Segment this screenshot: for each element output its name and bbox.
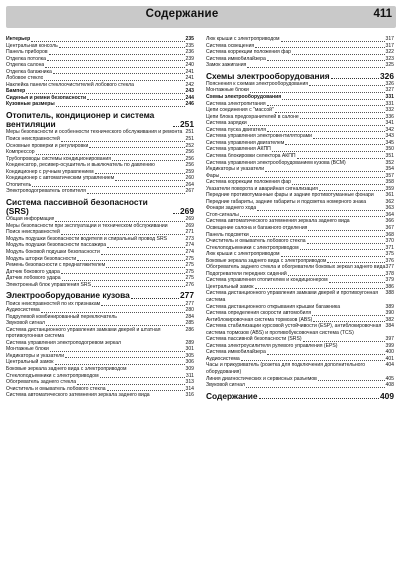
toc-entry-page: 241 (185, 68, 194, 75)
toc-entry-title: Передние противотуманные фары и задние противотуманные фонари (206, 192, 374, 199)
dot-leader (265, 171, 384, 172)
toc-entry-title: Наклейка панели стеклоочистителей лобового стекла (6, 81, 134, 88)
dot-leader (308, 230, 384, 231)
toc-entry-title: Поиск неисправностей (6, 229, 60, 236)
dot-leader (246, 387, 385, 388)
dot-leader (92, 286, 185, 287)
toc-entry-title: Датчик лобового удара (6, 275, 61, 282)
toc-entry-title: Система автоматического затемнения зеркала заднего вида (206, 218, 350, 225)
toc-entry-page: 286 (185, 326, 194, 333)
toc-entry-page: 289 (185, 339, 194, 346)
toc-entry-title: Звуковой сигнал (206, 382, 245, 389)
dot-leader (87, 193, 185, 194)
toc-entry-title: Отопитель, кондиционер и система вентиляции (6, 110, 155, 130)
toc-entry-title: Система пуска двигателя (206, 126, 266, 133)
dot-leader (313, 138, 384, 139)
toc-entry-page: 235 (185, 42, 194, 49)
dot-leader (107, 390, 185, 391)
toc-entry-page: 357 (385, 172, 394, 179)
toc-entry-title: Система дистанционного открывания крышки багажника (206, 303, 341, 310)
toc-entry-title: Схемы электрооборудования (206, 70, 330, 81)
toc-entry-title: Датчик бокового удара (6, 268, 60, 275)
dot-leader (300, 249, 385, 250)
toc-entry-title: Кондиционер с автоматическим управлением (6, 175, 115, 182)
toc-entry-title: Основные проверки и регулировки (6, 142, 89, 149)
toc-section-heading (6, 198, 194, 216)
toc-entry-page: 235 (185, 36, 194, 42)
toc-entry-title: Монтажные блоки (6, 346, 49, 353)
toc-entry-title: Модуль подушки безопасности водителя и спиральный провод SRS (6, 235, 168, 242)
toc-entry-title: Пояснения к схемам электрооборудования (206, 80, 309, 87)
dot-leader (267, 354, 385, 355)
toc-entry-page: 331 (385, 100, 394, 107)
toc-entry-title: Система блокировки селектора АКПП (206, 152, 296, 159)
toc-entry-page: 352 (385, 159, 394, 166)
toc-entry-page: 322 (385, 49, 394, 56)
toc-entry-title: Отопитель (6, 181, 32, 188)
toc-entry-title: Система дистанционного управления замками дверей и штатная противоугонная система (6, 326, 161, 340)
toc-entry-title: Система стабилизации курсовой устойчивости (ESP), антиблокировочная система тормозов (ABS) и противобуксовочная система (TCS) (206, 323, 382, 336)
toc-entry-page: 331 (385, 94, 394, 101)
toc-entry (206, 362, 394, 375)
toc-entry-title: Очиститель и омыватель лобового стекла (206, 238, 306, 245)
dot-leader (46, 325, 185, 326)
toc-entry-title: Боковые зеркала заднего вида с электроприводом (206, 257, 327, 264)
toc-entry-page: 311 (185, 372, 194, 379)
toc-entry-title: Система иммобилайзера (206, 349, 266, 356)
toc-entry-page: 397 (385, 336, 394, 343)
page-title: Содержание (145, 8, 219, 20)
toc-entry-page: 327 (385, 87, 394, 94)
toc-entry-page: 382 (385, 316, 394, 323)
toc-entry-title: Кондиционер с ручным управлением (6, 168, 94, 175)
toc-entry-page: 400 (385, 349, 394, 356)
toc-entry-title: Обогреватель заднего стекла (6, 379, 77, 386)
toc-entry (6, 392, 194, 399)
toc-entry-page: 336 (385, 113, 394, 120)
toc-entry-page: 305 (185, 352, 194, 359)
toc-left-column (6, 36, 194, 399)
dot-leader (318, 380, 385, 381)
toc-entry (6, 101, 194, 108)
toc-entry-page: 316 (185, 392, 194, 399)
toc-entry-page: 361 (385, 192, 394, 199)
dot-leader (101, 254, 185, 255)
dot-leader (327, 262, 384, 263)
toc-entry-page: 236 (185, 49, 194, 56)
dot-leader (173, 213, 179, 214)
toc-entry-page: 241 (185, 75, 194, 82)
dot-leader (32, 186, 184, 187)
toc-entry-page: 239 (185, 55, 194, 62)
toc-entry-title: Общая информация (6, 216, 55, 223)
toc-entry-title: Очиститель и омыватель лобового стекла (6, 385, 106, 392)
toc-entry-page: 377 (385, 264, 394, 271)
toc-entry (206, 323, 394, 336)
toc-entry-page: 267 (185, 188, 194, 195)
dot-leader (272, 151, 385, 152)
toc-entry-title: Система освещения (206, 42, 255, 49)
toc-entry-title: Звуковой сигнал (6, 320, 45, 327)
toc-entry-page: 275 (185, 275, 194, 282)
dot-leader (275, 112, 385, 113)
toc-entry-page: 370 (385, 238, 394, 245)
toc-entry-title: Индикаторы и указатели (6, 352, 65, 359)
dot-leader (240, 216, 385, 217)
dot-leader (312, 315, 384, 316)
toc-entry-title: Отделка багажника (6, 68, 52, 75)
dot-leader (259, 398, 379, 399)
dot-leader (50, 351, 185, 352)
toc-entry-page: 350 (385, 146, 394, 153)
dot-leader (250, 92, 385, 93)
toc-entry (6, 188, 194, 195)
toc-entry-page: 252 (185, 142, 194, 149)
toc-entry-title: Панель приборов (6, 49, 48, 56)
dot-leader (297, 158, 385, 159)
toc-entry-title: Модуль боковой подушки безопасности (6, 249, 100, 256)
toc-entry-page: 404 (385, 362, 394, 369)
toc-entry-page: 364 (385, 211, 394, 218)
toc-entry-title: Система управления АКПП (206, 146, 271, 153)
dot-leader (95, 173, 185, 174)
dot-leader (267, 60, 385, 61)
toc-entry-title: Часы и прикуриватель (розетка для подключения дополнительного оборудования) (206, 362, 366, 375)
toc-entry-page: 351 (385, 152, 394, 159)
toc-entry-page: 317 (385, 42, 394, 49)
toc-entry-page: 301 (185, 346, 194, 353)
toc-entry-page: 280 (185, 307, 194, 314)
dot-leader (47, 60, 185, 61)
dot-leader (257, 210, 384, 211)
toc-entry-page: 379 (385, 277, 394, 284)
dot-leader (285, 144, 384, 145)
toc-entry-title: Цепи соединения с "массой" (206, 107, 274, 114)
toc-entry-page: 313 (185, 379, 194, 386)
toc-entry-title: Система зарядки (206, 120, 247, 127)
toc-entry-page: 390 (385, 310, 394, 317)
toc-entry-page: 256 (185, 155, 194, 162)
toc-entry-page: 269 (185, 216, 194, 223)
toc-entry-page: 342 (385, 126, 394, 133)
toc-entry-title: Сиденья и ремни безопасности (6, 94, 87, 101)
toc-entry-title: Система коррекции положения фар (206, 49, 292, 56)
toc-entry-title: Система иммобилайзера (206, 55, 266, 62)
toc-entry-title: Отделка салона (6, 62, 45, 69)
dot-leader (300, 118, 385, 119)
toc-entry-page: 276 (185, 281, 194, 288)
toc-entry-title: Меры безопасности при эксплуатации и техническом обслуживании (6, 222, 168, 229)
dot-leader (31, 41, 184, 42)
toc-entry-page: 285 (185, 320, 194, 327)
contents-header (6, 6, 396, 28)
dot-leader (247, 67, 384, 68)
toc-entry-page: 386 (385, 283, 394, 290)
toc-entry-page: 408 (385, 382, 394, 389)
toc-entry (6, 327, 194, 340)
toc-entry-page: 384 (385, 323, 394, 330)
toc-entry-page: 275 (185, 268, 194, 275)
dot-leader (131, 298, 179, 299)
dot-leader (44, 80, 184, 81)
toc-entry-page: 389 (385, 303, 394, 310)
toc-entry-page: 240 (185, 62, 194, 69)
dot-leader (41, 312, 185, 313)
toc-entry-title: Освещение салона и багажного отделения (206, 224, 308, 231)
toc-entry-title: Система управления отопителем и кондиционером (206, 277, 328, 284)
toc-entry-page: 401 (385, 355, 394, 362)
toc-section-heading (206, 392, 394, 401)
toc-entry-title: Центральная консоль (6, 42, 58, 49)
dot-leader (292, 184, 384, 185)
toc-entry-page: 399 (385, 342, 394, 349)
toc-entry-title: Панель подсветки (206, 231, 249, 238)
toc-entry-page: 260 (185, 175, 194, 182)
toc-entry-page: 246 (185, 101, 194, 108)
toc-entry (6, 282, 194, 289)
toc-entry-title: Поиск неисправностей по их признакам (6, 300, 101, 307)
toc-entry-page: 326 (385, 80, 394, 87)
dot-leader (107, 247, 184, 248)
toc-entry-title: Трубопроводы системы кондиционирования (6, 155, 111, 162)
dot-leader (319, 190, 385, 191)
toc-entry-page: 269 (180, 206, 194, 217)
toc-entry-page: 306 (185, 359, 194, 366)
toc-entry-page: 314 (185, 385, 194, 392)
toc-entry (206, 382, 394, 389)
toc-entry-page: 251 (185, 129, 194, 136)
dot-leader (115, 180, 184, 181)
dot-leader (292, 54, 384, 55)
toc-entry-title: Антиблокировочная система тормозов (ABS) (206, 316, 313, 323)
toc-entry-title: Стоп-сигналы (206, 211, 239, 218)
toc-entry-page: 309 (185, 365, 194, 372)
page-number: 411 (373, 8, 392, 20)
toc-entry-title: Обогреватель заднего стекла и обогреватели боковых зеркал заднего вида (206, 264, 386, 271)
toc-entry-title: Фары (206, 172, 220, 179)
toc-entry-page: 244 (185, 94, 194, 101)
toc-entry-title: Электроподогреватель отопителя (6, 188, 86, 195)
toc-entry (206, 290, 394, 303)
toc-entry-title: Поиск неисправностей (6, 135, 60, 142)
dot-leader (26, 93, 184, 94)
toc-entry-page: 277 (180, 290, 194, 301)
dot-leader (281, 41, 385, 42)
toc-entry-page: 256 (185, 149, 194, 156)
toc-entry-title: Содержание (206, 390, 258, 401)
toc-section-heading (6, 291, 194, 300)
dot-leader (267, 105, 385, 106)
dot-leader (112, 160, 185, 161)
dot-leader (282, 99, 384, 100)
dot-leader (65, 357, 184, 358)
toc-entry-page: 362 (385, 198, 394, 205)
toc-entry-title: Аудиосистема (6, 307, 40, 314)
dot-leader (56, 106, 185, 107)
toc-entry-title: Система определения скорости автомобиля (206, 310, 312, 317)
toc-entry-title: Подрулевой комбинированный переключатель (6, 313, 117, 320)
toc-entry-title: Интерьер (6, 36, 31, 42)
toc-entry (206, 62, 394, 69)
toc-entry-title: Система управления электроподогревом зеркал (6, 339, 121, 346)
toc-entry-title: Подогреватели передних сидений (206, 270, 287, 277)
toc-section-heading (206, 72, 394, 81)
toc-entry-page: 273 (185, 235, 194, 242)
toc-entry-page: 277 (185, 300, 194, 307)
toc-entry-title: Меры безопасности и особенности технического обслуживания и ремонта (6, 129, 183, 136)
toc-entry-page: 274 (185, 249, 194, 256)
toc-entry-page: 363 (385, 205, 394, 212)
dot-leader (53, 73, 185, 74)
toc-entry-page: 242 (185, 81, 194, 88)
toc-entry-page: 378 (385, 270, 394, 277)
toc-entry-page: 343 (385, 133, 394, 140)
toc-entry-page: 405 (385, 375, 394, 382)
dot-leader (329, 282, 385, 283)
toc-entry-title: Система электроусилителя рулевого управления (EPS) (206, 342, 338, 349)
dot-leader (77, 384, 184, 385)
dot-leader (36, 154, 185, 155)
dot-leader (173, 126, 179, 127)
toc-entry-page: 264 (185, 181, 194, 188)
toc-entry-title: Стеклоподъемники с электроприводом (6, 372, 99, 379)
toc-entry-title: Цепи блока предохранителей в салоне (206, 113, 299, 120)
dot-leader (288, 275, 385, 276)
dot-leader (307, 243, 385, 244)
toc-entry-title: Конденсатор, ресивер-осушитель и выключатель по давлению (6, 162, 155, 169)
toc-entry-title: Модуль шторки безопасности (6, 255, 77, 262)
dot-leader (62, 280, 185, 281)
toc-entry-page: 243 (185, 88, 194, 95)
toc-entry-page: 326 (380, 70, 394, 81)
dot-leader (87, 99, 184, 100)
toc-entry-page: 256 (185, 162, 194, 169)
toc-entry-title: Система пассивной безопасности (SRS) (206, 336, 302, 343)
toc-entry-title: Ремень безопасности с преднатяжителем (6, 262, 106, 269)
toc-entry-page: 275 (185, 255, 194, 262)
toc-entry-title: Монтажные блоки (206, 87, 249, 94)
toc-entry-title: Передние габариты, задние габариты и подсветка номерного знака (206, 198, 367, 205)
toc-entry-title: Система управления электрооборудованием кузова (BCM) (206, 159, 346, 166)
dot-leader (220, 177, 384, 178)
dot-leader (331, 78, 379, 79)
toc-entry-page: 341 (385, 120, 394, 127)
dot-leader (49, 54, 185, 55)
toc-entry-title: Лобовое стекло (6, 75, 44, 82)
toc-entry-title: Люк крыши с электроприводом (206, 251, 280, 258)
dot-leader (59, 47, 185, 48)
toc-entry-page: 251 (185, 135, 194, 142)
dot-leader (303, 341, 385, 342)
toc-entry-page: 323 (385, 55, 394, 62)
dot-leader (55, 221, 184, 222)
dot-leader (61, 234, 185, 235)
toc-entry-page: 371 (385, 244, 394, 251)
toc-right-column (206, 36, 394, 401)
toc-entry-page: 251 (180, 119, 194, 130)
toc-entry-page: 367 (385, 224, 394, 231)
toc-entry-page: 376 (385, 257, 394, 264)
toc-entry-page: 345 (385, 139, 394, 146)
dot-leader (45, 67, 184, 68)
dot-leader (248, 125, 385, 126)
dot-leader (61, 141, 185, 142)
toc-entry-title: Система электропитания (206, 100, 266, 107)
toc-entry-title: Индикаторы и указатели (206, 166, 265, 173)
toc-entry-title: Система коррекции положения фар (206, 179, 292, 186)
toc-entry-page: 354 (385, 166, 394, 173)
toc-entry-title: Линия диагностических и сервисных разъемов (206, 375, 317, 382)
toc-entry-page: 259 (185, 168, 194, 175)
toc-entry-title: Центральный замок (206, 283, 254, 290)
toc-entry-page: 375 (385, 251, 394, 258)
toc-entry-title: Указатели поворота и аварийная сигнализация (206, 185, 318, 192)
toc-entry-page: 284 (185, 313, 194, 320)
dot-leader (100, 377, 185, 378)
dot-leader (309, 85, 384, 86)
toc-entry-title: Система управления двигателем (206, 139, 285, 146)
dot-leader (55, 364, 185, 365)
dot-leader (77, 260, 184, 261)
toc-entry-title: Замок зажигания (206, 62, 247, 69)
toc-entry-page: 271 (185, 229, 194, 236)
toc-entry-title: Система управления электровентиляторами (206, 133, 313, 140)
dot-leader (89, 147, 184, 148)
dot-leader (281, 256, 385, 257)
toc-entry-page: 409 (380, 390, 394, 401)
toc-entry-title: Модуль подушки безопасности пассажира (6, 242, 107, 249)
toc-entry-page: 388 (385, 290, 394, 297)
dot-leader (101, 305, 184, 306)
toc-entry-page: 359 (385, 185, 394, 192)
toc-entry-title: Схемы электрооборудования (206, 94, 282, 101)
toc-entry-title: Кузовные размеры (6, 101, 55, 108)
toc-entry-page: 368 (385, 231, 394, 238)
toc-entry-title: Бампер (6, 88, 26, 95)
toc-entry-title: Электрооборудование кузова (6, 290, 130, 301)
toc-entry-page: 332 (385, 107, 394, 114)
toc-section-heading (6, 111, 194, 129)
toc-entry-title: Компрессор (6, 149, 35, 156)
toc-entry-page: 275 (185, 262, 194, 269)
toc-entry-page: 366 (385, 218, 394, 225)
toc-entry-title: Система пассивной безопасности (SRS) (6, 196, 148, 217)
dot-leader (61, 273, 185, 274)
toc-entry-title: Боковые зеркала заднего вида с электроприводом (6, 365, 127, 372)
toc-entry-title: Отделка потолка (6, 55, 46, 62)
toc-entry-title: Люк крыши с электроприводом (206, 36, 280, 42)
toc-entry-page: 325 (385, 62, 394, 69)
toc-entry-title: Аудиосистема (206, 355, 240, 362)
toc-entry-title: Система автоматического затемнения зеркала заднего вида (6, 392, 150, 399)
toc-entry-title: Стеклоподъемники с электроприводом (206, 244, 299, 251)
toc-entry-title: Электронный блок управления SRS (6, 281, 91, 288)
toc-entry-page: 317 (385, 36, 394, 42)
toc-entry-title: Система дистанционного управления замками дверей и противоугонная система (206, 290, 378, 303)
dot-leader (250, 236, 385, 237)
dot-leader (241, 360, 385, 361)
toc-entry-page: 274 (185, 242, 194, 249)
dot-leader (267, 131, 385, 132)
toc-entry-title: Фонари заднего хода (206, 205, 257, 212)
toc-entry-page: 269 (185, 222, 194, 229)
toc-entry-page: 358 (385, 179, 394, 186)
toc-entry-title: Центральный замок (6, 359, 54, 366)
dot-leader (106, 267, 184, 268)
dot-leader (255, 47, 384, 48)
